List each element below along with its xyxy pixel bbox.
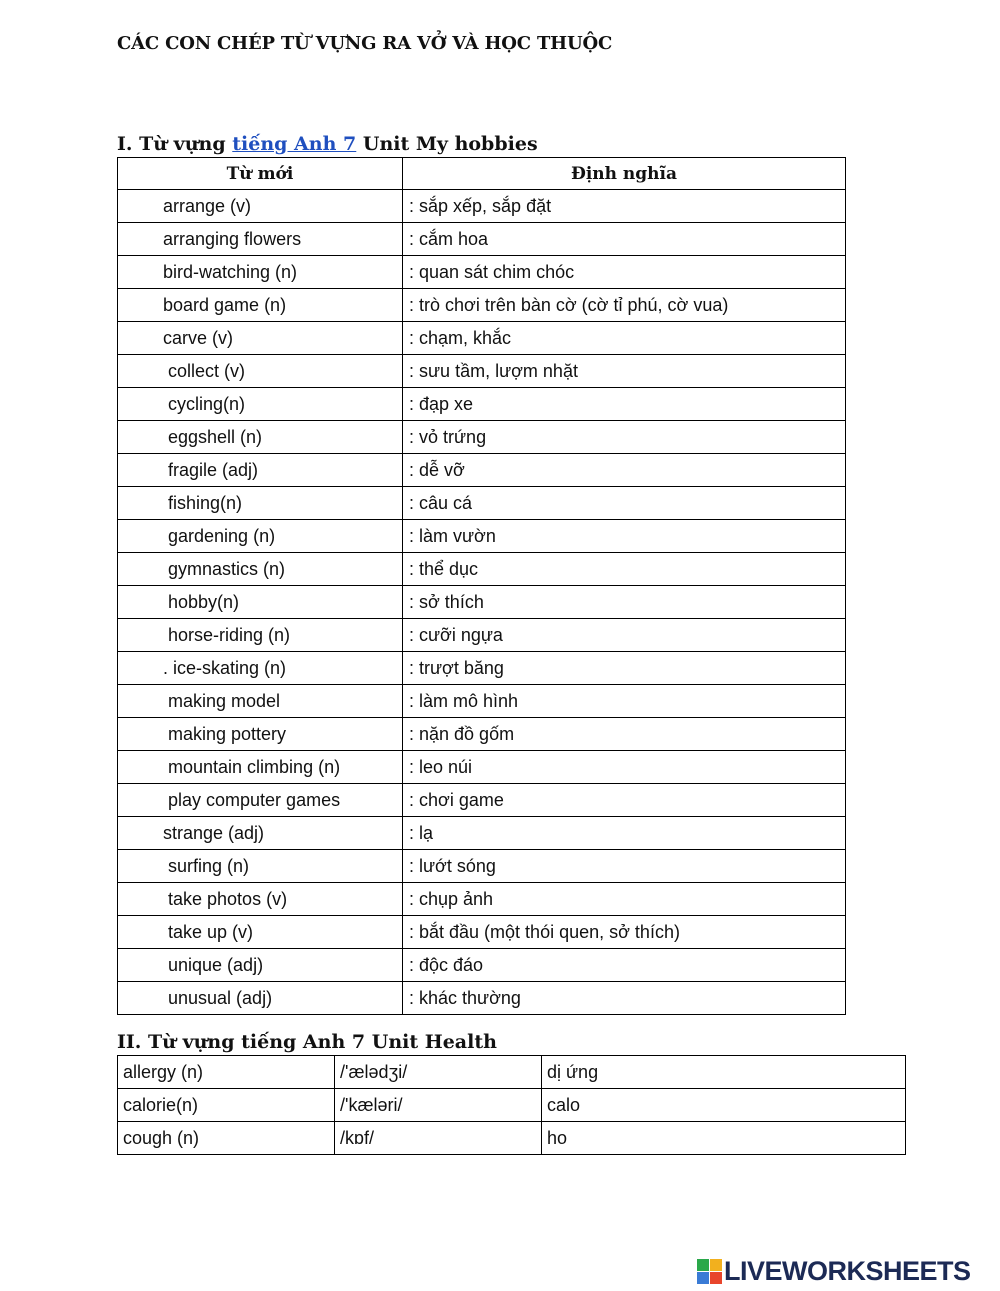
vocab-definition: : trò chơi trên bàn cờ (cờ tỉ phú, cờ vua) [403,289,846,322]
vocab-word: strange (adj) [118,817,403,850]
vocab-definition: : thể dục [403,553,846,586]
health-word: cough (n) [118,1122,335,1155]
vocab-definition: : chơi game [403,784,846,817]
section1-prefix: I. Từ vựng [117,133,233,155]
vocab-word: arrange (v) [118,190,403,223]
health-meaning: dị ứng [542,1056,906,1089]
vocab-word: play computer games [118,784,403,817]
health-ipa: /kɒf/ [335,1122,542,1155]
vocab-word: horse-riding (n) [118,619,403,652]
vocab-definition: : cưỡi ngựa [403,619,846,652]
vocab-definition: : đạp xe [403,388,846,421]
vocab-word: fragile (adj) [118,454,403,487]
vocab-word: arranging flowers [118,223,403,256]
vocab-word: surfing (n) [118,850,403,883]
liveworksheets-logo [697,1256,971,1287]
vocab-word: collect (v) [118,355,403,388]
table-row [118,289,846,322]
health-vocab-table [117,1055,906,1155]
table-row [118,487,846,520]
vocab-definition: : nặn đồ gốm [403,718,846,751]
vocab-definition: : bắt đầu (một thói quen, sở thích) [403,916,846,949]
vocab-definition: : làm vườn [403,520,846,553]
vocab-definition: : câu cá [403,487,846,520]
vocab-word: take up (v) [118,916,403,949]
vocab-word: bird-watching (n) [118,256,403,289]
section2-heading: II. Từ vựng tiếng Anh 7 Unit Health [117,1031,497,1053]
health-word: allergy (n) [118,1056,335,1089]
logo-blocks-icon [697,1259,722,1284]
section1-suffix: Unit My hobbies [356,133,538,155]
vocab-definition: : độc đáo [403,949,846,982]
header-definition: Định nghĩa [403,158,846,190]
vocab-word: unusual (adj) [118,982,403,1015]
vocab-word: carve (v) [118,322,403,355]
vocab-word: fishing(n) [118,487,403,520]
table-row [118,1089,906,1122]
vocab-word: unique (adj) [118,949,403,982]
table-row [118,718,846,751]
table-row [118,454,846,487]
vocab-definition: : trượt băng [403,652,846,685]
section1-heading [117,133,538,155]
vocab-word: making pottery [118,718,403,751]
vocab-word: . ice-skating (n) [118,652,403,685]
table-row [118,256,846,289]
health-ipa: /'kæləri/ [335,1089,542,1122]
vocab-word: gardening (n) [118,520,403,553]
table-row [118,421,846,454]
table-row [118,223,846,256]
vocab-definition: : lạ [403,817,846,850]
vocab-word: cycling(n) [118,388,403,421]
vocab-definition: : khác thường [403,982,846,1015]
table-row [118,619,846,652]
table-row [118,751,846,784]
table-row [118,883,846,916]
table-row [118,1056,906,1089]
vocab-definition: : quan sát chim chóc [403,256,846,289]
table-row [118,982,846,1015]
vocab-definition: : vỏ trứng [403,421,846,454]
table-row [118,322,846,355]
table-row [118,553,846,586]
table-row [118,520,846,553]
vocab-definition: : dễ vỡ [403,454,846,487]
table-row [118,388,846,421]
table-row [118,784,846,817]
vocab-word: hobby(n) [118,586,403,619]
vocab-word: board game (n) [118,289,403,322]
health-meaning: calo [542,1089,906,1122]
table-row [118,817,846,850]
health-word: calorie(n) [118,1089,335,1122]
logo-wordmark: LIVEWORKSHEETS [724,1256,971,1286]
vocab-definition: : cắm hoa [403,223,846,256]
page-title: CÁC CON CHÉP TỪ VỰNG RA VỞ VÀ HỌC THUỘC [117,33,613,54]
vocab-definition: : chạm, khắc [403,322,846,355]
vocab-definition: : lướt sóng [403,850,846,883]
logo-block [697,1259,709,1271]
table-header-row [118,158,846,190]
health-ipa: /'ælədʒi/ [335,1056,542,1089]
table-row [118,949,846,982]
table-row [118,190,846,223]
vocab-word: gymnastics (n) [118,553,403,586]
vocab-word: take photos (v) [118,883,403,916]
logo-block [710,1259,722,1271]
logo-block [710,1272,722,1284]
tieng-anh-7-link[interactable]: tiếng Anh 7 [232,133,357,155]
table-row [118,1122,906,1155]
vocab-word: mountain climbing (n) [118,751,403,784]
header-new-word: Từ mới [118,158,403,190]
vocab-definition: : sắp xếp, sắp đặt [403,190,846,223]
vocab-definition: : sưu tầm, lượm nhặt [403,355,846,388]
hobbies-vocab-table [117,157,846,1015]
health-meaning: ho [542,1122,906,1155]
vocab-definition: : chụp ảnh [403,883,846,916]
table-row [118,850,846,883]
table-row [118,685,846,718]
table-row [118,586,846,619]
table-row [118,652,846,685]
vocab-definition: : leo núi [403,751,846,784]
logo-block [697,1272,709,1284]
vocab-definition: : sở thích [403,586,846,619]
vocab-definition: : làm mô hình [403,685,846,718]
vocab-word: making model [118,685,403,718]
vocab-word: eggshell (n) [118,421,403,454]
table-row [118,916,846,949]
table-row [118,355,846,388]
